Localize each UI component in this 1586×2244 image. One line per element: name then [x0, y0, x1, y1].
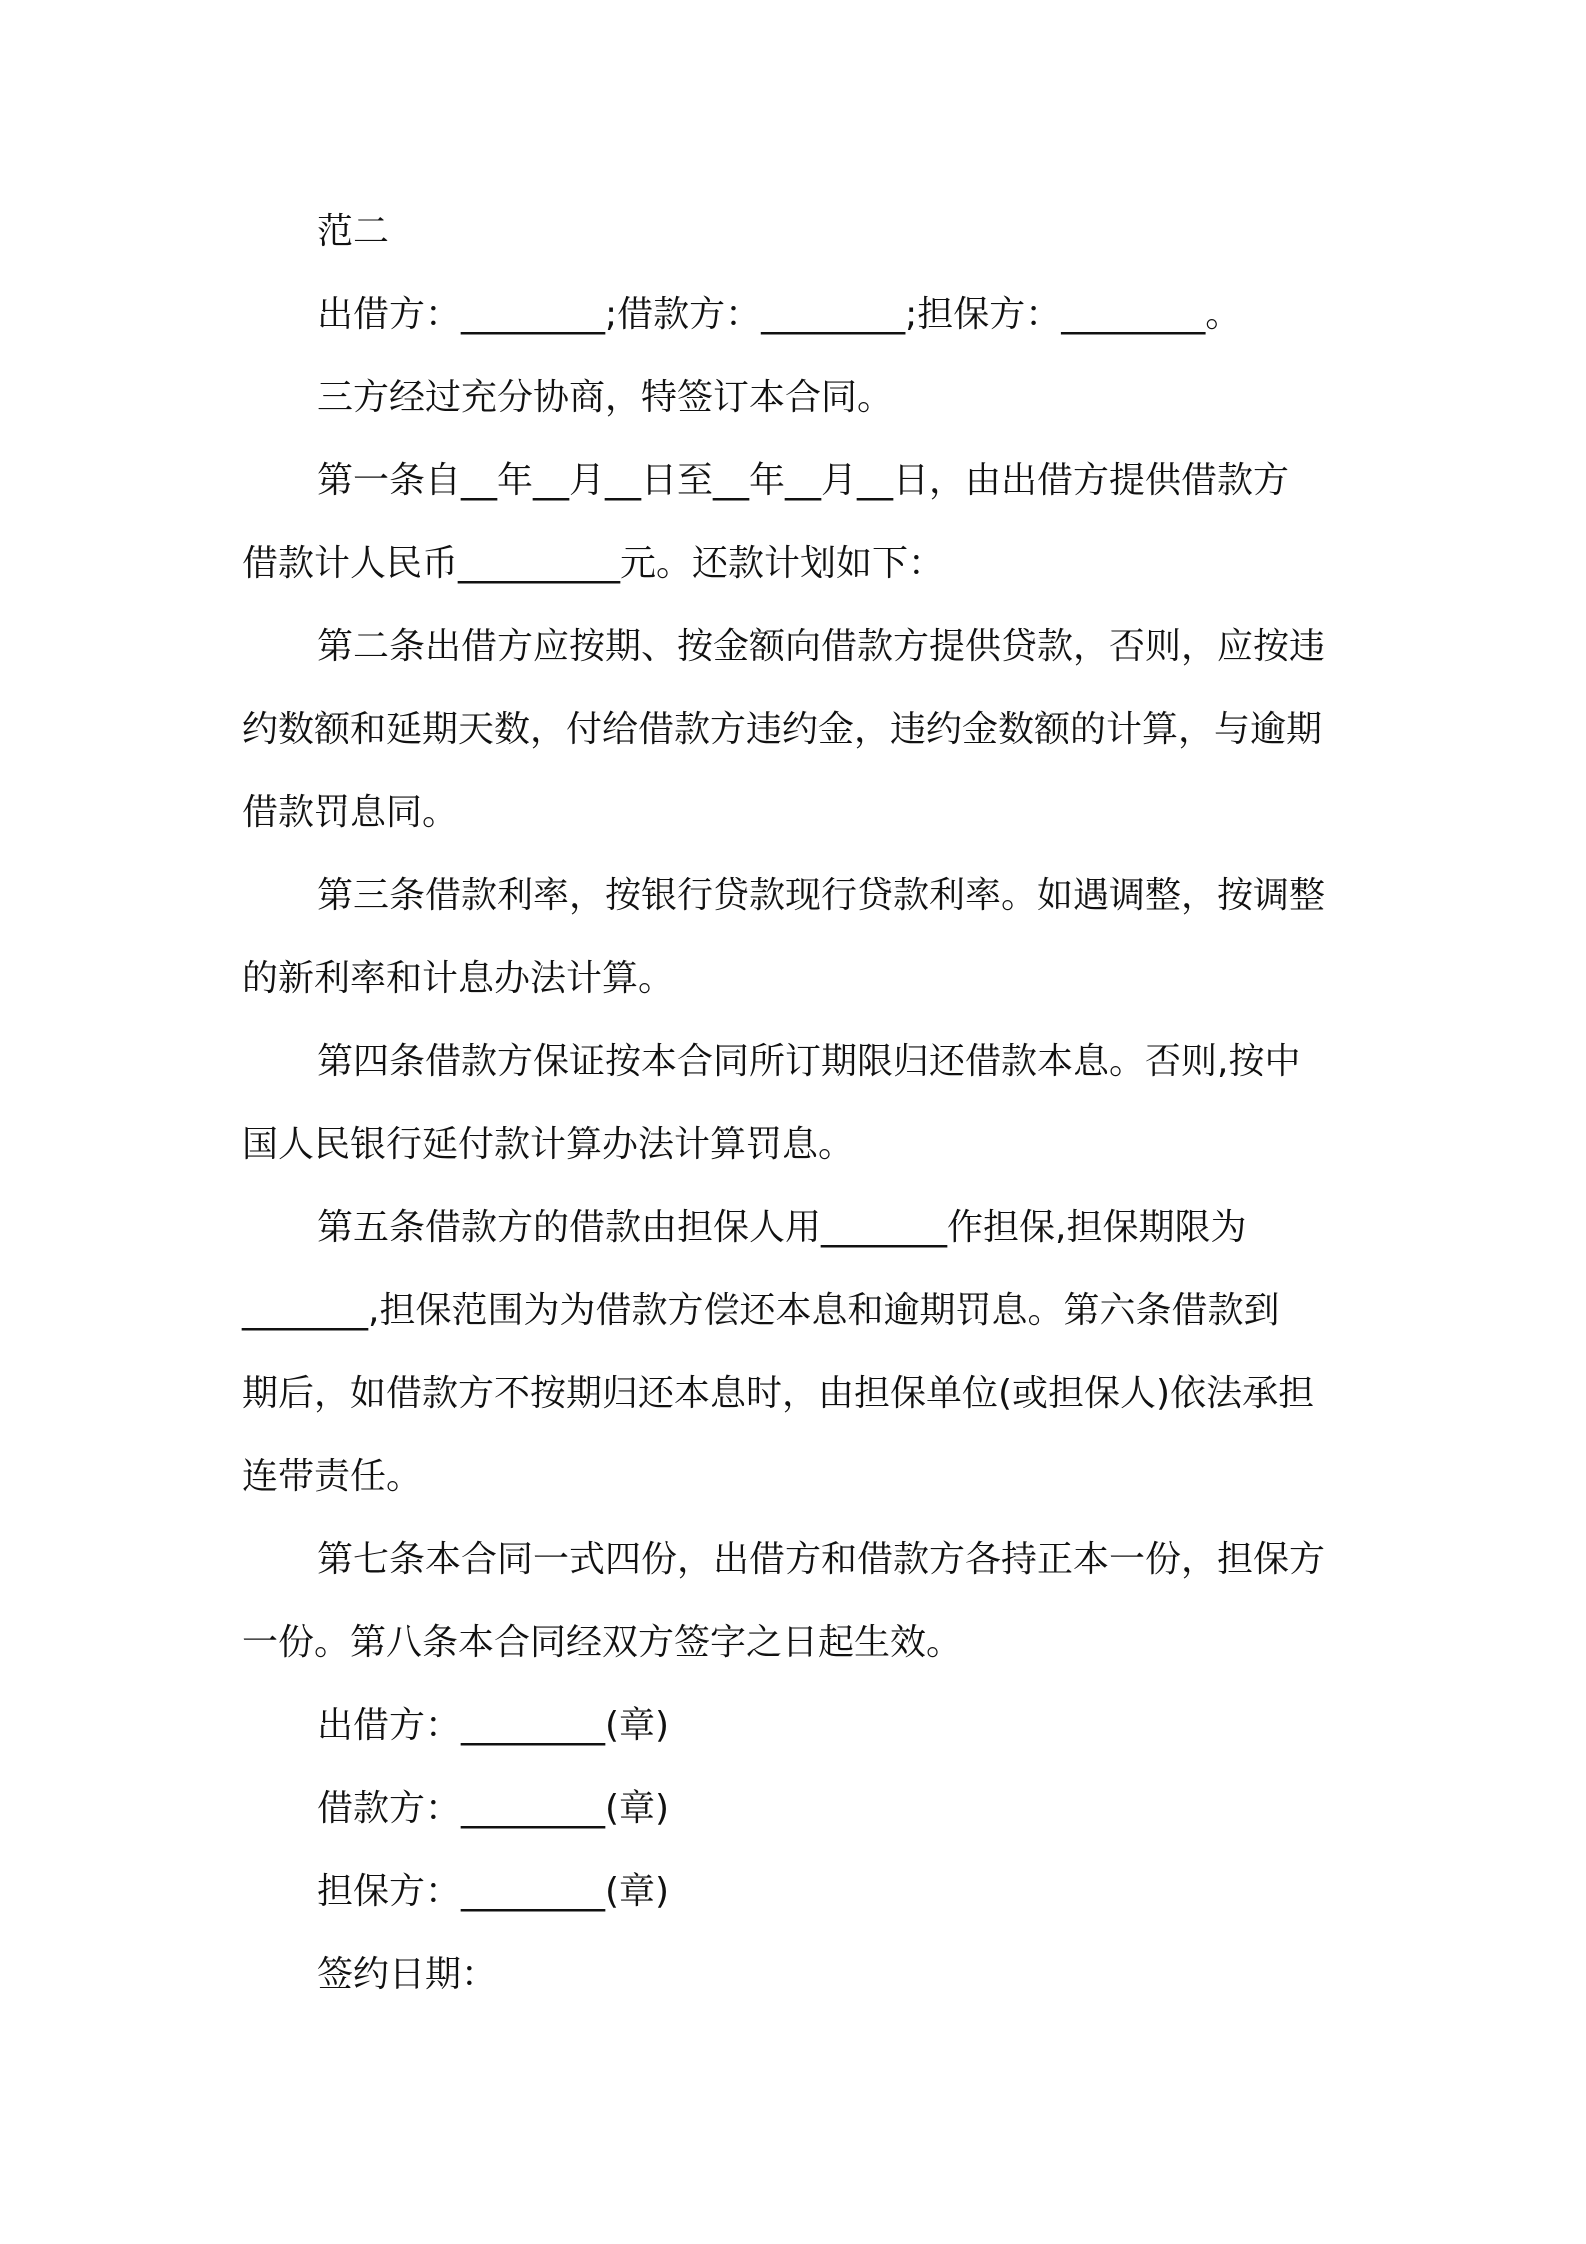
article-1-line-1: 第一条自__年__月__日至__年__月__日，由出借方提供借款方: [317, 460, 1290, 501]
document-body: [242, 190, 1354, 2016]
signature-guarantor: 担保方：________(章): [317, 1871, 670, 1912]
article-1: [242, 439, 1354, 605]
article-3-line-2: 的新利率和计息办法计算。: [242, 958, 675, 999]
article-3: [242, 854, 1354, 1020]
article-4-line-2: 国人民银行延付款计算办法计算罚息。: [242, 1124, 855, 1165]
parties-line: 出借方：________;借款方：________;担保方：________。: [317, 294, 1242, 335]
article-5: [242, 1186, 1354, 1518]
article-2: [242, 605, 1354, 854]
article-5-line-2: _______,担保范围为为借款方偿还本息和逾期罚息。第六条借款到: [242, 1290, 1280, 1331]
article-2-line-1: 第二条出借方应按期、按金额向借款方提供贷款，否则，应按违: [317, 626, 1326, 667]
article-2-line-3: 借款罚息同。: [242, 792, 459, 833]
article-5-line-1: 第五条借款方的借款由担保人用_______作担保,担保期限为: [317, 1207, 1247, 1248]
article-1-line-2: 借款计人民币_________元。还款计划如下：: [242, 543, 945, 584]
article-7-line-1: 第七条本合同一式四份，出借方和借款方各持正本一份，担保方: [317, 1539, 1326, 1580]
article-4: [242, 1020, 1354, 1186]
document-heading: 范二: [317, 211, 390, 252]
article-7: [242, 1518, 1354, 1684]
article-7-line-2: 一份。第八条本合同经双方签字之日起生效。: [242, 1622, 963, 1663]
article-2-line-2: 约数额和延期天数，付给借款方违约金，违约金数额的计算，与逾期: [242, 709, 1323, 750]
signing-date: 签约日期：: [317, 1954, 498, 1995]
article-5-line-3: 期后，如借款方不按期归还本息时，由担保单位(或担保人)依法承担: [242, 1373, 1315, 1414]
signature-lender: 出借方：________(章): [317, 1705, 670, 1746]
article-5-line-4: 连带责任。: [242, 1456, 423, 1497]
intro-line: 三方经过充分协商，特签订本合同。: [317, 377, 894, 418]
article-4-line-1: 第四条借款方保证按本合同所订期限归还借款本息。否则,按中: [317, 1041, 1301, 1082]
signature-borrower: 借款方：________(章): [317, 1788, 670, 1829]
article-3-line-1: 第三条借款利率，按银行贷款现行贷款利率。如遇调整，按调整: [317, 875, 1326, 916]
signature-block: [242, 1684, 1354, 2016]
